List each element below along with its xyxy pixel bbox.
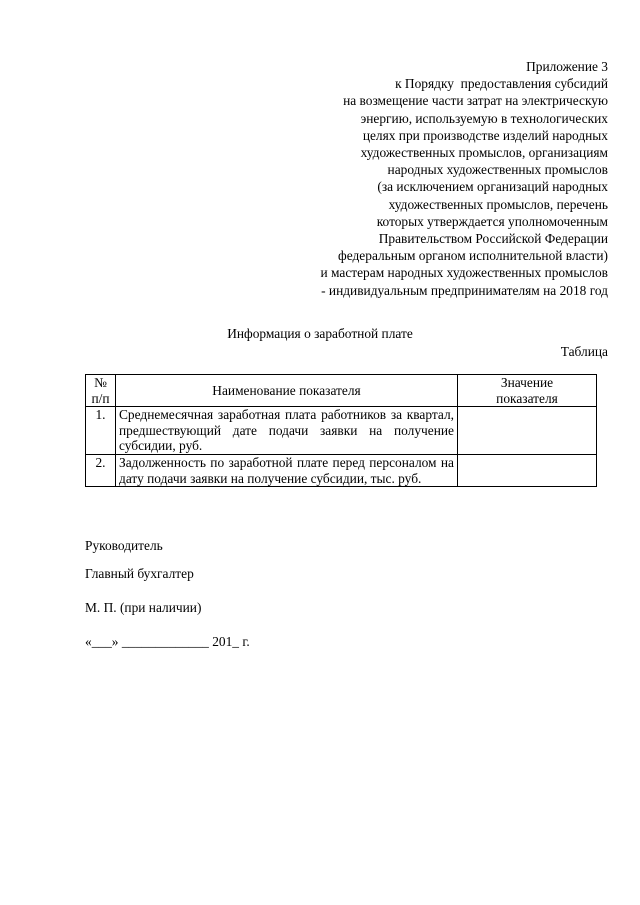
annex-line: на возмещение части затрат на электрическую [343,93,608,109]
annex-line: художественных промыслов, перечень [388,196,608,212]
annex-line: федеральным органом исполнительной власти) [338,248,608,264]
table-row [86,454,597,486]
document-title: Информация о заработной плате [227,326,413,341]
signature-date: «___» _____________ 201_ г. [85,634,250,649]
table-row [86,407,597,455]
annex-line: и мастерам народных художественных промыслов [320,265,608,281]
row-number: 1. [86,407,116,455]
annex-line: целях при производстве изделий народных [362,127,608,143]
table-label: Таблица [560,344,608,359]
annex-line: которых утверждается уполномоченным [376,213,608,229]
signature-chief-accountant: Главный бухгалтер [85,566,194,581]
header-number: № п/п [86,375,116,407]
annex-line: (за исключением организаций народных [377,179,608,195]
annex-line: народных художественных промыслов [387,162,608,178]
header-indicator-name: Наименование показателя [116,375,458,407]
annex-line: к Порядку предоставления субсидий [395,76,608,92]
row-indicator-value[interactable] [458,407,597,455]
annex-line: Правительством Российской Федерации [378,231,608,247]
annex-line: художественных промыслов, организациям [360,145,608,161]
annex-header [228,58,608,299]
annex-line: - индивидуальным предпринимателям на 2018 год [321,282,608,298]
annex-line: Приложение 3 [526,59,608,74]
seal-note: М. П. (при наличии) [85,600,202,615]
row-indicator-name: Задолженность по заработной плате перед персоналом на дату подачи заявки на получение субсидии, тыс. руб. [116,454,458,486]
annex-line: энергию, используемую в технологических [360,110,608,126]
row-indicator-value[interactable] [458,454,597,486]
signature-head: Руководитель [85,538,163,553]
header-indicator-value: Значение показателя [458,375,597,407]
salary-info-table [85,374,597,487]
row-indicator-name: Среднемесячная заработная плата работников за квартал, предшествующий дате подачи заявки на получение субсидии, руб. [116,407,458,455]
table-header-row [86,375,597,407]
row-number: 2. [86,454,116,486]
